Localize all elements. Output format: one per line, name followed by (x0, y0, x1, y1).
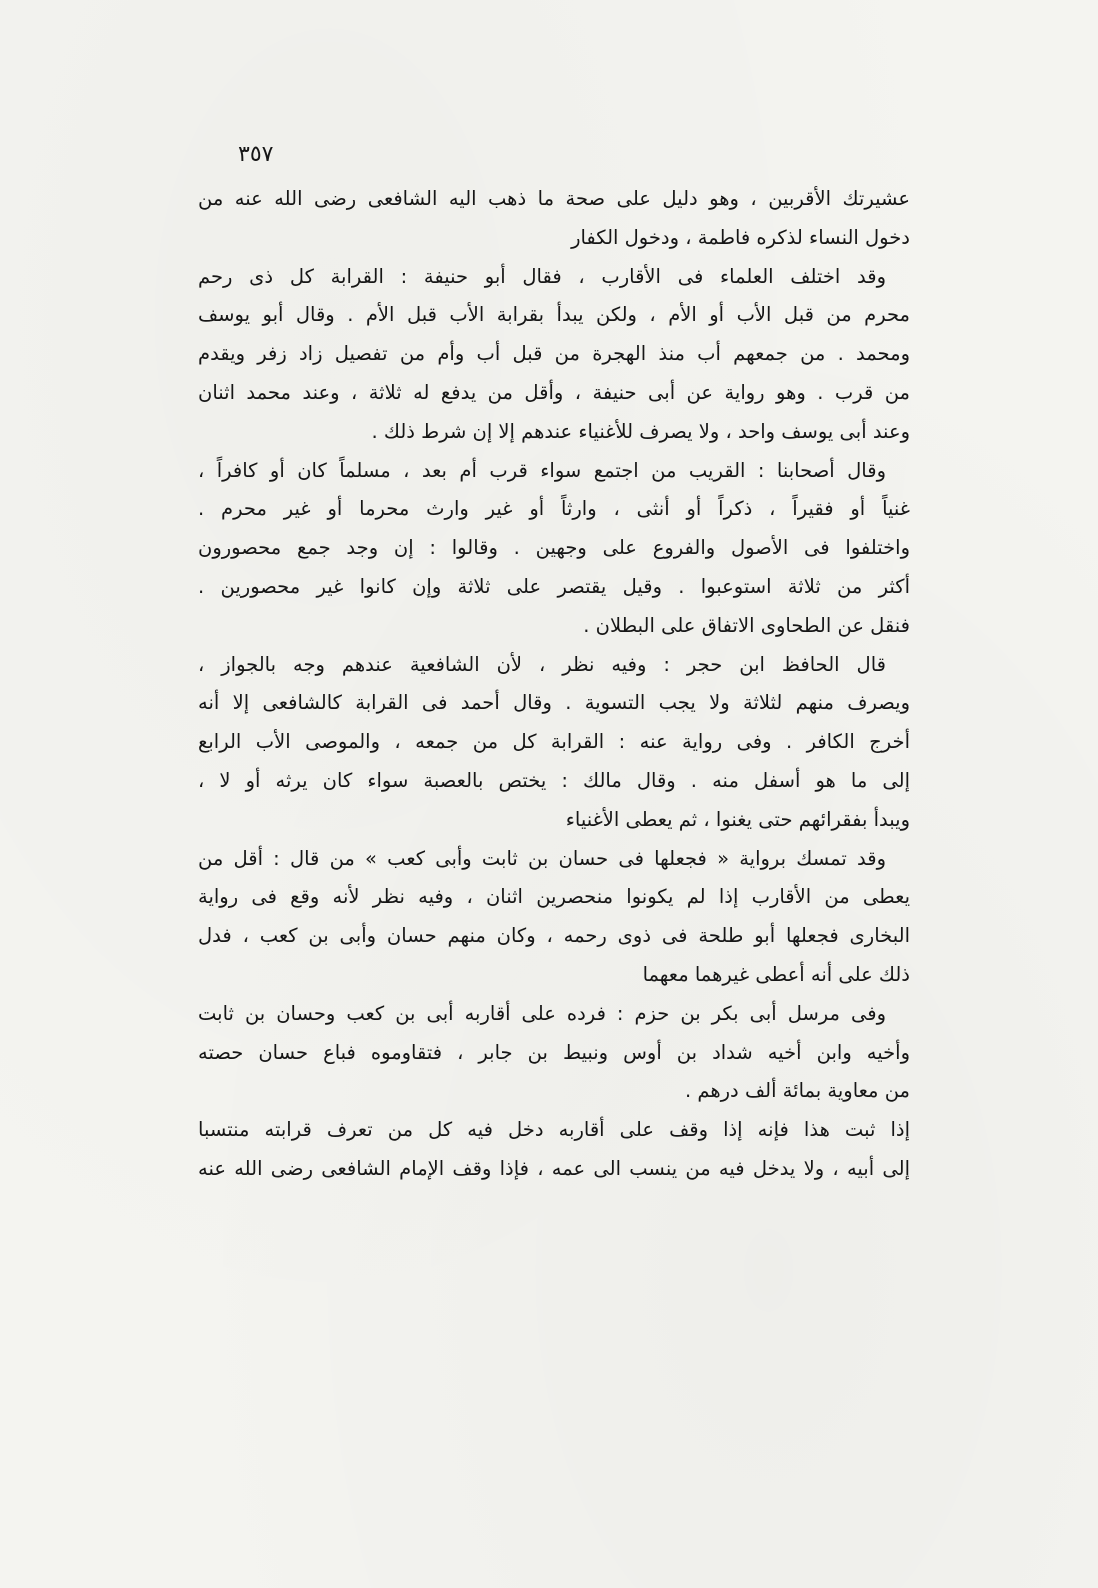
text-line: غنياً أو فقيراً ، ذكراً أو أنثى ، وارثاً أو غير وارث محرما أو غير محرم . (198, 497, 910, 521)
text-line: ويبدأ بفقرائهم حتى يغنوا ، ثم يعطى الأغنياء (565, 807, 910, 831)
text-line: وأخيه وابن أخيه شداد بن أوس ونبيط بن جابر ، فتقاوموه فباع حسان حصته (198, 1040, 910, 1064)
text-line: قال الحافظ ابن حجر : وفيه نظر ، لأن الشافعية عندهم وجه بالجواز ، (198, 652, 886, 676)
text-line: ويصرف منهم لثلاثة ولا يجب التسوية . وقال أحمد فى القرابة كالشافعى إلا أنه (198, 691, 910, 715)
text-line: إذا ثبت هذا فإنه إذا وقف على أقاربه دخل فيه كل من تعرف قرابته منتسبا (198, 1118, 910, 1142)
text-line: دخول النساء لذكره فاطمة ، ودخول الكفار (571, 225, 910, 249)
body-text (198, 180, 910, 1189)
text-line: أكثر من ثلاثة استوعبوا . وقيل يقتصر على ثلاثة وإن كانوا غير محصورين . (198, 574, 910, 598)
text-line: واختلفوا فى الأصول والفروع على وجهين . وقالوا : إن وجد جمع محصورون (198, 536, 910, 560)
text-line: وقال أصحابنا : القريب من اجتمع سواء قرب أم بعد ، مسلماً كان أو كافراً ، (198, 458, 886, 482)
text-line: وقد تمسك برواية « فجعلها فى حسان بن ثابت وأبى كعب » من قال : أقل من (198, 846, 886, 870)
text-line: عشيرتك الأقربين ، وهو دليل على صحة ما ذهب اليه الشافعى رضى الله عنه من (198, 187, 910, 210)
text-line: من قرب . وهو رواية عن أبى حنيفة ، وأقل من يدفع له ثلاثة ، وعند محمد اثنان (198, 380, 910, 404)
text-line: محرم من قبل الأب أو الأم ، ولكن يبدأ بقرابة الأب قبل الأم . وقال أبو يوسف (198, 303, 910, 327)
text-line: وقد اختلف العلماء فى الأقارب ، فقال أبو حنيفة : القرابة كل ذى رحم (198, 264, 886, 288)
text-line: فنقل عن الطحاوى الاتفاق على البطلان . (583, 613, 910, 637)
text-line: يعطى من الأقارب إذا لم يكونوا منحصرين اثنان ، وفيه نظر لأنه وقع فى رواية (198, 885, 910, 909)
text-line: البخارى فجعلها أبو طلحة فى ذوى رحمه ، وكان منهم حسان وأبى بن كعب ، فدل (198, 924, 910, 948)
text-line: من معاوية بمائة ألف درهم . (684, 1079, 910, 1103)
text-line: إلى أبيه ، ولا يدخل فيه من ينسب الى عمه ، فإذا وقف الإمام الشافعى رضى الله عنه (198, 1156, 910, 1180)
text-line: ومحمد . من جمعهم أب منذ الهجرة من قبل أب وأم من تفصيل زاد زفر ويقدم (198, 342, 910, 366)
page-number: ٣٥٧ (238, 142, 274, 167)
text-line: إلى ما هو أسفل منه . وقال مالك : يختص بالعصبة سواء كان يرثه أو لا ، (198, 768, 910, 792)
text-line: وفى مرسل أبى بكر بن حزم : فرده على أقاربه أبى بن كعب وحسان بن ثابت (198, 1001, 886, 1025)
text-line: ذلك على أنه أعطى غيرهما معهما (642, 962, 910, 986)
text-line: أخرج الكافر . وفى رواية عنه : القرابة كل من جمعه ، والموصى الأب الرابع (198, 730, 910, 754)
text-line: وعند أبى يوسف واحد ، ولا يصرف للأغنياء عندهم إلا إن شرط ذلك . (371, 419, 910, 443)
